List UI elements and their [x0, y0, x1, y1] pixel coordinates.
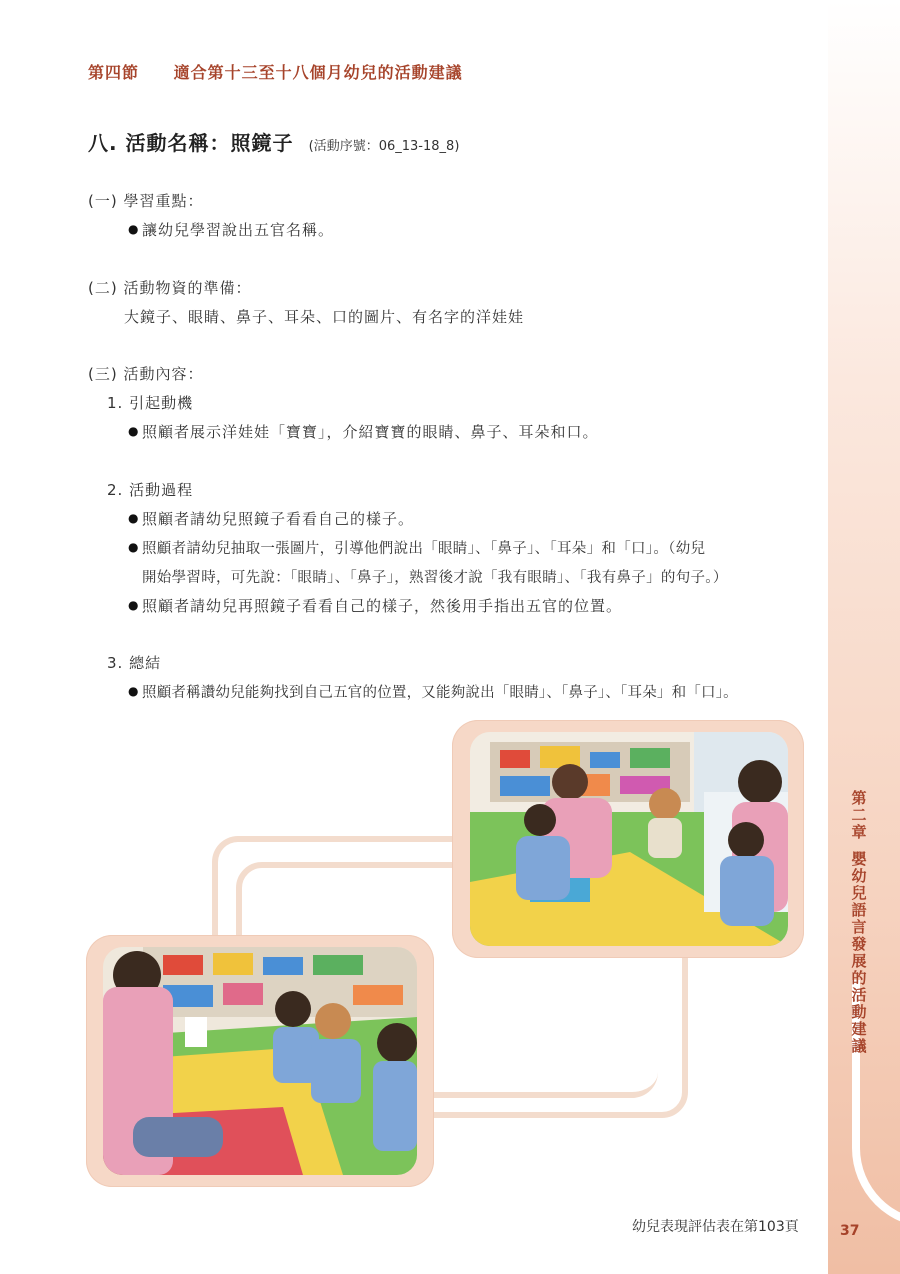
materials-heading: (二) 活動物資的準備： — [88, 279, 252, 297]
chapter-char: 語 — [851, 901, 867, 919]
bullet-icon: ● — [128, 424, 139, 438]
chapter-char: 章 — [851, 823, 867, 841]
learning-focus-item: 讓幼兒學習說出五官名稱。 — [142, 221, 335, 239]
chapter-char: 活 — [851, 986, 867, 1004]
step2-item-2-line2: 開始學習時，可先說：「眼睛」、「鼻子」，熟習後才說「我有眼睛」、「我有鼻子」的句子。） — [142, 570, 728, 586]
step2-item-1: 照顧者請幼兒照鏡子看看自己的樣子。 — [142, 510, 415, 528]
chapter-char: 第 — [851, 789, 867, 807]
photo-illustration — [103, 947, 417, 1175]
chapter-char: 議 — [851, 1037, 867, 1055]
step1-title: 1. 引起動機 — [107, 394, 194, 412]
bullet-icon: ● — [128, 222, 139, 236]
step2-item-2-line1: 照顧者請幼兒抽取一張圖片，引導他們說出「眼睛」、「鼻子」、「耳朵」和「口」。（幼兒 — [142, 541, 706, 557]
photo-children-mirror — [470, 732, 788, 946]
chapter-char: 動 — [851, 1003, 867, 1021]
bullet-icon: ● — [128, 540, 139, 554]
chapter-char: 建 — [851, 1020, 867, 1038]
bullet-icon: ● — [128, 511, 139, 525]
photo-illustration — [470, 732, 788, 946]
chapter-char: 二 — [851, 806, 867, 824]
chapter-title-vertical — [849, 790, 869, 1055]
learning-focus-heading: (一) 學習重點： — [88, 192, 204, 210]
activity-content-heading: (三) 活動內容： — [88, 365, 204, 383]
bullet-icon: ● — [128, 684, 139, 698]
chapter-char: 嬰 — [851, 850, 867, 868]
activity-title — [88, 127, 459, 156]
assessment-reference: 幼兒表現評估表在第103頁 — [632, 1219, 799, 1235]
chapter-char: 發 — [851, 935, 867, 953]
step3-title: 3. 總結 — [107, 654, 162, 672]
materials-list: 大鏡子、眼睛、鼻子、耳朵、口的圖片、有名字的洋娃娃 — [124, 308, 525, 326]
step1-item: 照顧者展示洋娃娃「寶寶」，介紹寶寶的眼睛、鼻子、耳朵和口。 — [142, 423, 599, 441]
section-title: 適合第十三至十八個月幼兒的活動建議 — [173, 63, 463, 82]
activity-code: (活動序號：06_13-18_8) — [308, 139, 460, 154]
chapter-char: 言 — [851, 918, 867, 936]
step3-item: 照顧者稱讚幼兒能夠找到自己五官的位置，又能夠說出「眼睛」、「鼻子」、「耳朵」和「口」。 — [142, 685, 738, 701]
section-number: 第四節 — [88, 63, 140, 82]
chapter-char: 展 — [851, 952, 867, 970]
chapter-char: 的 — [851, 969, 867, 987]
section-header — [88, 60, 463, 83]
chapter-char: 幼 — [851, 867, 867, 885]
page-number: 37 — [840, 1223, 860, 1239]
chapter-char: 兒 — [851, 884, 867, 902]
bullet-icon: ● — [128, 598, 139, 612]
photo-children-pointing — [103, 947, 417, 1175]
step2-title: 2. 活動過程 — [107, 481, 194, 499]
activity-name: 八. 活動名稱：照鏡子 — [88, 131, 294, 155]
step2-item-3: 照顧者請幼兒再照鏡子看看自己的樣子，然後用手指出五官的位置。 — [142, 597, 623, 615]
